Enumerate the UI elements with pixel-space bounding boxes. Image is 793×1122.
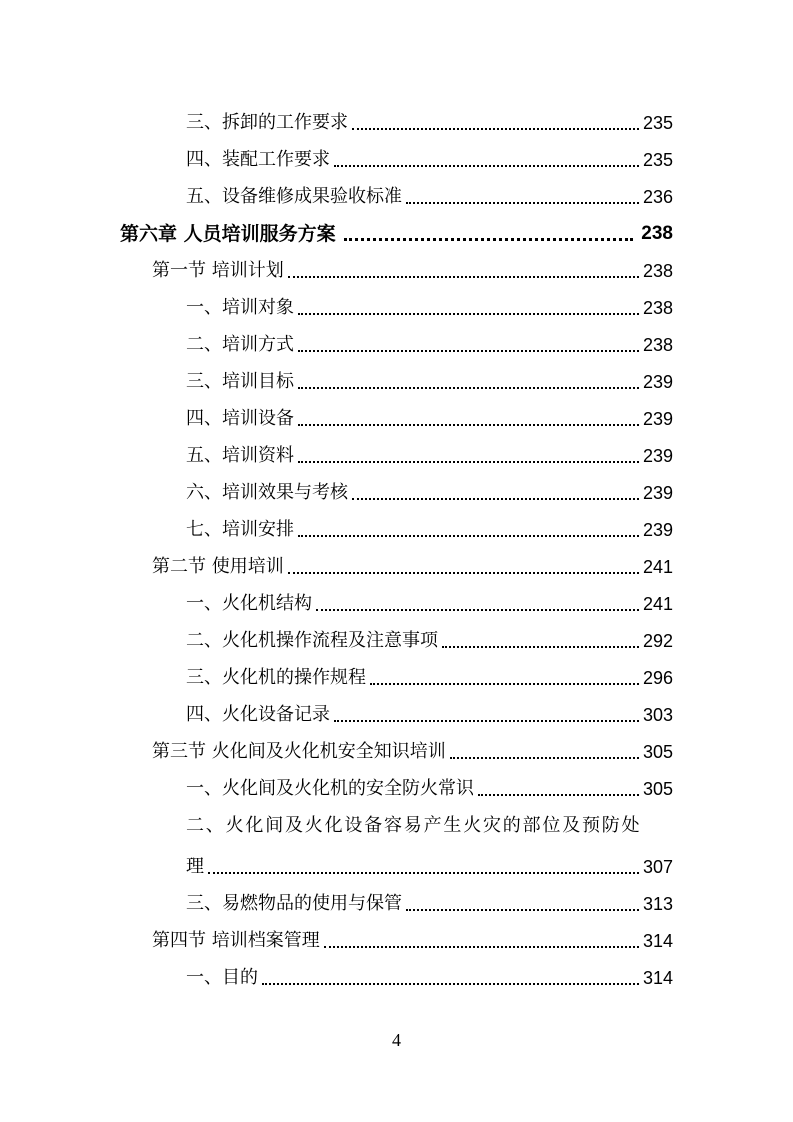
leader-dots bbox=[298, 387, 639, 389]
leader-dots bbox=[208, 872, 639, 874]
toc-entry-page: 305 bbox=[642, 779, 673, 799]
toc-entry-page: 314 bbox=[642, 968, 673, 988]
toc-entry-title: 第六章 人员培训服务方案 bbox=[120, 223, 336, 245]
leader-dots bbox=[406, 909, 639, 911]
toc-entry-page: 239 bbox=[642, 446, 673, 466]
toc-entry[interactable] bbox=[186, 510, 673, 542]
toc-entry-title: 三、易燃物品的使用与保管 bbox=[186, 893, 402, 914]
toc-entry-page: 292 bbox=[642, 631, 673, 651]
toc-entry-title: 理 bbox=[186, 856, 204, 877]
leader-dots bbox=[370, 683, 639, 685]
toc-entry-title: 五、培训资料 bbox=[186, 445, 294, 466]
toc-entry-page: 239 bbox=[642, 409, 673, 429]
toc-entry[interactable] bbox=[186, 884, 673, 916]
toc-entry-page: 305 bbox=[642, 742, 673, 762]
toc-entry[interactable] bbox=[186, 325, 673, 357]
leader-dots bbox=[316, 609, 639, 611]
toc-entry-title: 二、火化间及火化设备容易产生火灾的部位及预防处 bbox=[186, 815, 642, 836]
toc-entry-title: 二、火化机操作流程及注意事项 bbox=[186, 630, 438, 651]
toc-entry[interactable] bbox=[186, 103, 673, 135]
toc-entry-title: 第三节 火化间及火化机安全知识培训 bbox=[152, 741, 446, 762]
leader-dots bbox=[288, 276, 639, 278]
toc-entry-page: 236 bbox=[642, 187, 673, 207]
toc-entry-page: 314 bbox=[642, 931, 673, 951]
leader-dots bbox=[262, 983, 639, 985]
toc-entry-title: 三、火化机的操作规程 bbox=[186, 667, 366, 688]
toc-entry-page: 238 bbox=[641, 223, 673, 244]
toc-section-entry[interactable] bbox=[152, 732, 673, 764]
toc-entry-page: 235 bbox=[642, 113, 673, 133]
toc-entry[interactable] bbox=[186, 140, 673, 172]
toc-entry[interactable] bbox=[186, 958, 673, 990]
toc-entry-page: 303 bbox=[642, 705, 673, 725]
toc-entry-title: 四、装配工作要求 bbox=[186, 149, 330, 170]
toc-entry-title: 四、培训设备 bbox=[186, 408, 294, 429]
toc-entry-continuation[interactable] bbox=[186, 847, 673, 879]
leader-dots bbox=[298, 313, 639, 315]
leader-dots bbox=[352, 128, 639, 130]
toc-entry-page: 239 bbox=[642, 483, 673, 503]
toc-entry-title: 三、拆卸的工作要求 bbox=[186, 112, 348, 133]
leader-dots bbox=[450, 757, 639, 759]
toc-section-entry[interactable] bbox=[152, 547, 673, 579]
toc-entry-page: 241 bbox=[642, 557, 673, 577]
toc-entry[interactable] bbox=[186, 621, 673, 653]
toc-entry[interactable] bbox=[186, 473, 673, 505]
leader-dots bbox=[442, 646, 639, 648]
toc-section-entry[interactable] bbox=[152, 921, 673, 953]
leader-dots bbox=[406, 202, 639, 204]
toc-entry-title: 七、培训安排 bbox=[186, 519, 294, 540]
toc-entry-page: 235 bbox=[642, 150, 673, 170]
toc-entry-title: 第二节 使用培训 bbox=[152, 556, 284, 577]
toc-entry[interactable] bbox=[186, 362, 673, 394]
toc-entry[interactable] bbox=[186, 658, 673, 690]
toc-entry-title: 一、培训对象 bbox=[186, 297, 294, 318]
toc-entry-page: 239 bbox=[642, 372, 673, 392]
toc-entry-title: 第四节 培训档案管理 bbox=[152, 930, 320, 951]
leader-dots bbox=[344, 238, 634, 241]
toc-entry[interactable] bbox=[186, 769, 673, 801]
toc-entry[interactable] bbox=[186, 436, 673, 468]
toc-entry-title: 一、火化机结构 bbox=[186, 593, 312, 614]
page-number: 4 bbox=[392, 1030, 401, 1050]
toc-entry-title: 第一节 培训计划 bbox=[152, 260, 284, 281]
toc-entry-title: 三、培训目标 bbox=[186, 371, 294, 392]
leader-dots bbox=[298, 424, 639, 426]
leader-dots bbox=[298, 350, 639, 352]
leader-dots bbox=[324, 946, 639, 948]
toc-entry-page: 307 bbox=[642, 857, 673, 877]
toc-entry-title: 一、目的 bbox=[186, 967, 258, 988]
leader-dots bbox=[334, 720, 639, 722]
toc-entry-title: 二、培训方式 bbox=[186, 334, 294, 355]
toc-entry-page: 238 bbox=[642, 261, 673, 281]
leader-dots bbox=[288, 572, 639, 574]
toc-entry-page: 241 bbox=[642, 594, 673, 614]
leader-dots bbox=[334, 165, 639, 167]
toc-entry-title: 六、培训效果与考核 bbox=[186, 482, 348, 503]
toc-entry-title: 一、火化间及火化机的安全防火常识 bbox=[186, 778, 474, 799]
toc-section-entry[interactable] bbox=[152, 251, 673, 283]
toc-entry-wrapped-line[interactable] bbox=[186, 806, 673, 838]
toc-entry-page: 238 bbox=[642, 335, 673, 355]
toc-entry[interactable] bbox=[186, 399, 673, 431]
toc-entry[interactable] bbox=[186, 177, 673, 209]
toc-entry-title: 四、火化设备记录 bbox=[186, 704, 330, 725]
leader-dots bbox=[478, 794, 639, 796]
toc-entry-title: 五、设备维修成果验收标准 bbox=[186, 186, 402, 207]
toc-entry-page: 296 bbox=[642, 668, 673, 688]
toc-chapter-entry[interactable] bbox=[120, 214, 673, 246]
toc-entry-page: 313 bbox=[642, 894, 673, 914]
toc-entry[interactable] bbox=[186, 288, 673, 320]
toc-entry[interactable] bbox=[186, 695, 673, 727]
toc-entry[interactable] bbox=[186, 584, 673, 616]
leader-dots bbox=[352, 498, 639, 500]
toc-entry-page: 239 bbox=[642, 520, 673, 540]
leader-dots bbox=[298, 535, 639, 537]
leader-dots bbox=[298, 461, 639, 463]
toc-entry-page: 238 bbox=[642, 298, 673, 318]
